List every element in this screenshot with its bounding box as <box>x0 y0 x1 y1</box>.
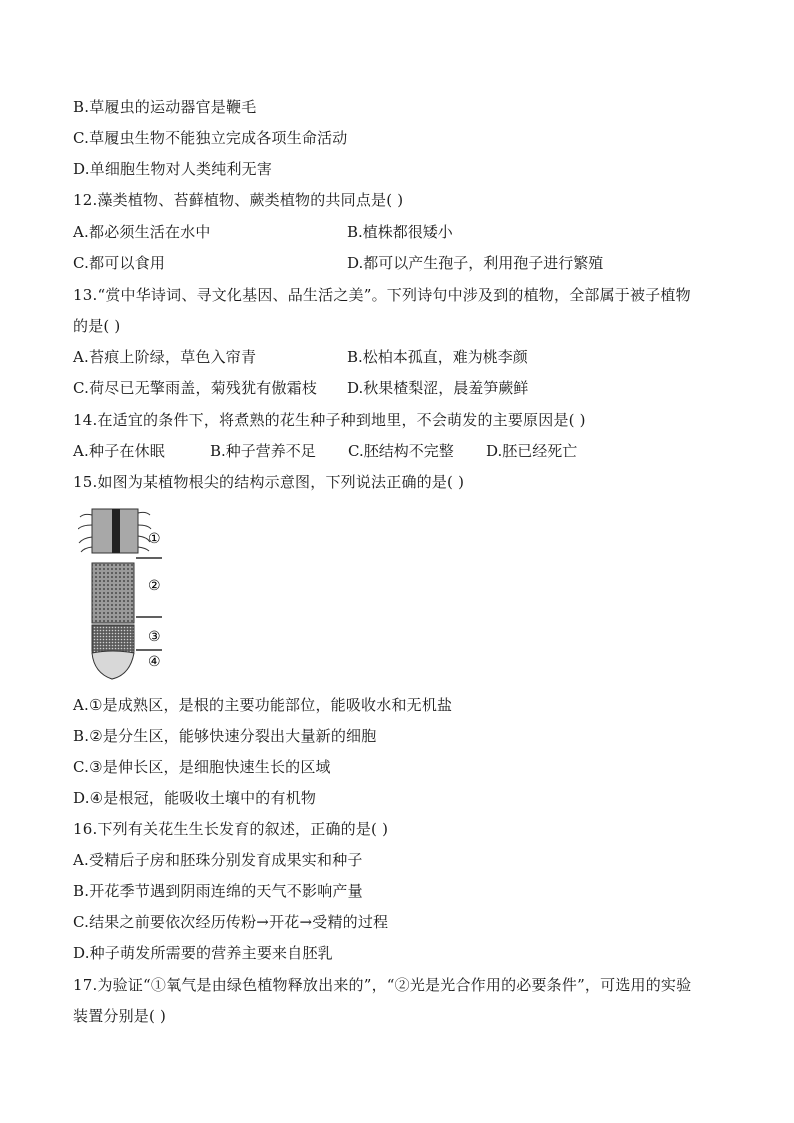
q12-stem: 12.藻类植物、苔藓植物、蕨类植物的共同点是( ) <box>73 191 404 209</box>
q14-option-b: B.种子营养不足 <box>210 442 316 460</box>
q13-stem-line1: 13.“赏中华诗词、寻文化基因、品生活之美”。下列诗句中涉及到的植物，全部属于被子植物 <box>73 286 691 304</box>
q17-stem-line2: 装置分别是( ) <box>73 1007 167 1025</box>
q13-option-a: A.苔痕上阶绿，草色入帘青 <box>73 348 257 366</box>
label-1: ① <box>148 531 161 547</box>
root-cap <box>92 651 134 679</box>
q15-option-b: B.②是分生区，能够快速分裂出大量新的细胞 <box>73 727 377 745</box>
maturation-zone <box>78 509 151 553</box>
elongation-zone <box>92 563 134 623</box>
q11-option-c: C.草履虫生物不能独立完成各项生命活动 <box>73 129 348 147</box>
q15-option-d: D.④是根冠，能吸收土壤中的有机物 <box>73 789 317 807</box>
label-2: ② <box>148 578 161 594</box>
q15-option-c: C.③是伸长区，是细胞快速生长的区域 <box>73 758 331 776</box>
q15-option-a: A.①是成熟区，是根的主要功能部位，能吸收水和无机盐 <box>73 696 453 714</box>
q16-option-a: A.受精后子房和胚珠分别发育成果实和种子 <box>73 851 363 869</box>
q14-stem: 14.在适宜的条件下，将煮熟的花生种子种到地里，不会萌发的主要原因是( ) <box>73 411 586 429</box>
q16-option-c: C.结果之前要依次经历传粉→开花→受精的过程 <box>73 913 389 931</box>
q13-option-d: D.秋果楂梨涩，晨羞笋蕨鲜 <box>347 379 529 397</box>
label-3: ③ <box>148 629 161 645</box>
q11-option-d: D.单细胞生物对人类纯利无害 <box>73 160 273 178</box>
q14-option-c: C.胚结构不完整 <box>348 442 454 460</box>
q16-option-d: D.种子萌发所需要的营养主要来自胚乳 <box>73 944 333 962</box>
q14-option-a: A.种子在休眠 <box>73 442 166 460</box>
q15-stem: 15.如图为某植物根尖的结构示意图，下列说法正确的是( ) <box>73 473 465 491</box>
q11-option-b: B.草履虫的运动器官是鞭毛 <box>73 98 257 116</box>
label-4: ④ <box>148 654 161 670</box>
q13-option-b: B.松柏本孤直，难为桃李颜 <box>347 348 528 366</box>
q17-stem-line1: 17.为验证“①氧气是由绿色植物释放出来的”，“②光是光合作用的必要条件”，可选用的实验 <box>73 976 692 994</box>
q14-option-d: D.胚已经死亡 <box>486 442 578 460</box>
q12-option-d: D.都可以产生孢子，利用孢子进行繁殖 <box>347 254 604 272</box>
q13-stem-line2: 的是( ) <box>73 317 121 335</box>
root-tip-diagram <box>78 503 188 681</box>
q12-option-b: B.植株都很矮小 <box>347 223 453 241</box>
root-tip-svg <box>78 503 188 681</box>
q13-option-c: C.荷尽已无擎雨盖，菊残犹有傲霜枝 <box>73 379 318 397</box>
q16-option-b: B.开花季节遇到阴雨连绵的天气不影响产量 <box>73 882 363 900</box>
q16-stem: 16.下列有关花生生长发育的叙述，正确的是( ) <box>73 820 389 838</box>
q12-option-c: C.都可以食用 <box>73 254 166 272</box>
q12-option-a: A.都必须生活在水中 <box>73 223 211 241</box>
